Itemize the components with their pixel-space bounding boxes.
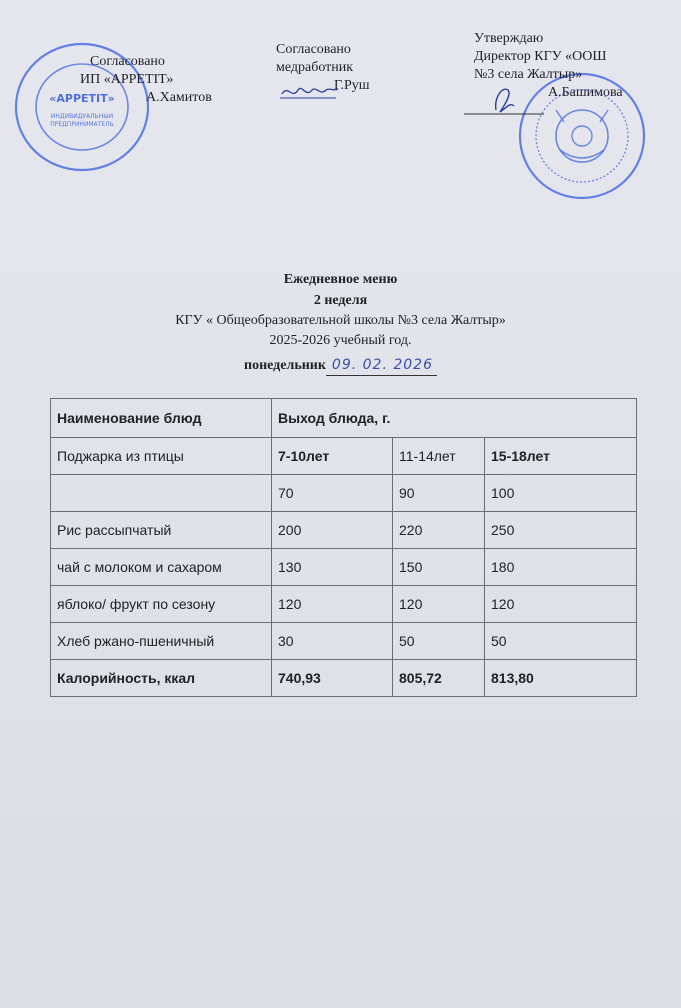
header-right-line3: №3 села Жалтыр» (474, 67, 583, 82)
portion-15-18: 180 (485, 549, 637, 586)
table-row (51, 660, 637, 697)
portion-15-18: 100 (485, 475, 637, 512)
table-row (51, 475, 637, 512)
header-right-line4: А.Башимова (548, 85, 623, 100)
handwritten-date: 09. 02. 2026 (326, 356, 437, 376)
day-line (0, 356, 681, 376)
header-yield: Выход блюда, г. (272, 399, 637, 438)
portion-15-18: 250 (485, 512, 637, 549)
header-right-line2: Директор КГУ «ООШ (474, 49, 607, 64)
portion-15-18: 120 (485, 586, 637, 623)
age-group-7-10: 7-10лет (272, 438, 393, 475)
portion-11-14: 150 (393, 549, 485, 586)
calories-11-14: 805,72 (393, 660, 485, 697)
portion-11-14: 220 (393, 512, 485, 549)
dish-name: чай с молоком и сахаром (51, 549, 272, 586)
table-row (51, 512, 637, 549)
school-name: КГУ « Общеобразовательной школы №3 села Жалтыр» (175, 313, 506, 328)
table-row (51, 438, 637, 475)
portion-7-10: 130 (272, 549, 393, 586)
header-left-line1: Согласовано (90, 54, 165, 69)
portion-15-18: 50 (485, 623, 637, 660)
calories-7-10: 740,93 (272, 660, 393, 697)
table-row (51, 586, 637, 623)
dish-name: Рис рассыпчатый (51, 512, 272, 549)
portion-7-10: 70 (272, 475, 393, 512)
table-row (51, 399, 637, 438)
header-middle-line2: медработник (276, 60, 354, 75)
school-year: 2025-2026 учебный год. (269, 333, 412, 348)
svg-text:«АРРЕТIТ»: «АРРЕТIТ» (49, 92, 115, 105)
header-right-line1: Утверждаю (474, 31, 544, 46)
header-dish-name: Наименование блюд (51, 399, 272, 438)
dish-name: Поджарка из птицы (51, 438, 272, 475)
portion-11-14: 120 (393, 586, 485, 623)
portion-11-14: 50 (393, 623, 485, 660)
table-row (51, 623, 637, 660)
portion-11-14: 90 (393, 475, 485, 512)
svg-text:ИНДИВИДУАЛЬНЫЙ: ИНДИВИДУАЛЬНЫЙ (50, 113, 114, 120)
dish-name: Хлеб ржано-пшеничный (51, 623, 272, 660)
menu-title: Ежедневное меню (283, 272, 398, 287)
header-left-line3: А.Хамитов (146, 90, 212, 105)
menu-table (50, 398, 637, 697)
signature-right (458, 80, 548, 120)
table-row (51, 549, 637, 586)
age-group-15-18: 15-18лет (485, 438, 637, 475)
header-middle-line3: Г.Руш (334, 78, 370, 93)
calorie-label: Калорийность, ккал (51, 660, 272, 697)
signature-middle (278, 80, 340, 104)
dish-name (51, 475, 272, 512)
dish-name: яблоко/ фрукт по сезону (51, 586, 272, 623)
header-middle-line1: Согласовано (276, 42, 351, 57)
age-group-11-14: 11-14лет (393, 438, 485, 475)
week-label: 2 неделя (313, 293, 368, 308)
portion-7-10: 30 (272, 623, 393, 660)
header-left-line2: ИП «АРРЕТIТ» (80, 72, 174, 87)
portion-7-10: 200 (272, 512, 393, 549)
header-left (78, 53, 212, 107)
calories-15-18: 813,80 (485, 660, 637, 697)
portion-7-10: 120 (272, 586, 393, 623)
svg-text:ПРЕДПРИНИМАТЕЛЬ: ПРЕДПРИНИМАТЕЛЬ (50, 121, 114, 128)
day-label: понедельник (244, 358, 326, 373)
